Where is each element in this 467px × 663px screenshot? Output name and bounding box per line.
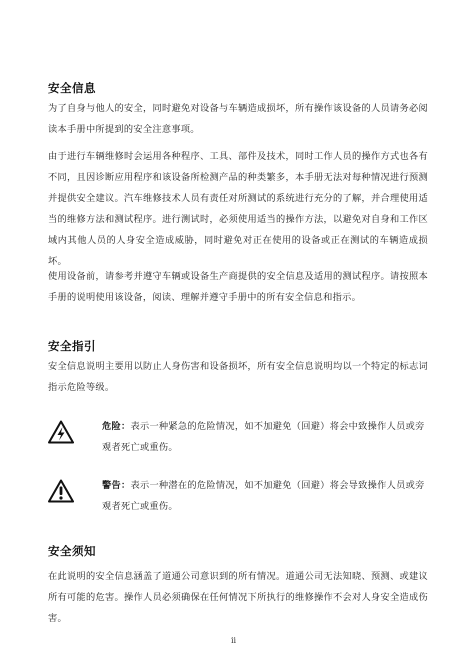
- section-title-safety-notice: 安全须知: [48, 544, 96, 558]
- guide-intro: 安全信息说明主要用以防止人身伤害和设备损坏，所有安全信息说明均以一个特定的标志词指示危险等级。: [48, 361, 428, 393]
- danger-description: 表示一种紧急的危险情况，如不加避免（回避）将会中致操作人员或旁观者死亡或重伤。: [102, 421, 425, 453]
- warning-label: 警告：: [102, 480, 131, 491]
- info-paragraph-2: 由于进行车辆维修时会运用各种程序、工具、部件及技术，同时工作人员的操作方式也各有不同，且因诊断应用程序和该设备所检测产品的种类繁多，本手册无法对每种情况进行预测并提供安全建议。汽车维修技术人员有责任对所测试的系统进行充分的了解，并合理使用适当的维修方法和测试程序。进行测试时，必须使用适当的操作方法，以避免对自身和工作区域内其他人员的人身安全造成威胁，同时避免对正在使用的设备或正在测试的车辆造成损坏。: [48, 151, 428, 267]
- info-paragraph-1: 为了自身与他人的安全，同时避免对设备与车辆造成损坏，所有操作该设备的人员请务必阅读本手册中所提到的安全注意事项。: [48, 103, 428, 135]
- electric-hazard-icon: [48, 420, 74, 444]
- warning-text-block: [102, 475, 428, 517]
- page-number: ii: [230, 636, 237, 645]
- section-title-safety-info: 安全信息: [48, 81, 96, 95]
- notice-paragraph: 在此说明的安全信息涵盖了道通公司意识到的所有情况。道通公司无法知晓、预测、或建议所有可能的危害。操作人员必须确保在任何情况下所执行的维修操作不会对人身安全造成伤害。: [48, 571, 428, 624]
- warning-description: 表示一种潜在的危险情况，如不加避免（回避）将会导致操作人员或旁观者死亡或重伤。: [102, 480, 425, 512]
- info-paragraph-3: 使用设备前，请参考并遵守车辆或设备生产商提供的安全信息及适用的测试程序。请按照本手册的说明使用该设备，阅读、理解并遵守手册中的所有安全信息和指示。: [48, 271, 428, 303]
- exclamation-warning-icon: [48, 479, 74, 503]
- danger-label: 危险：: [102, 421, 131, 432]
- danger-text-block: [102, 416, 428, 458]
- warning-notice: [48, 479, 428, 527]
- section-title-safety-guide: 安全指引: [48, 339, 96, 353]
- danger-notice: [48, 420, 428, 468]
